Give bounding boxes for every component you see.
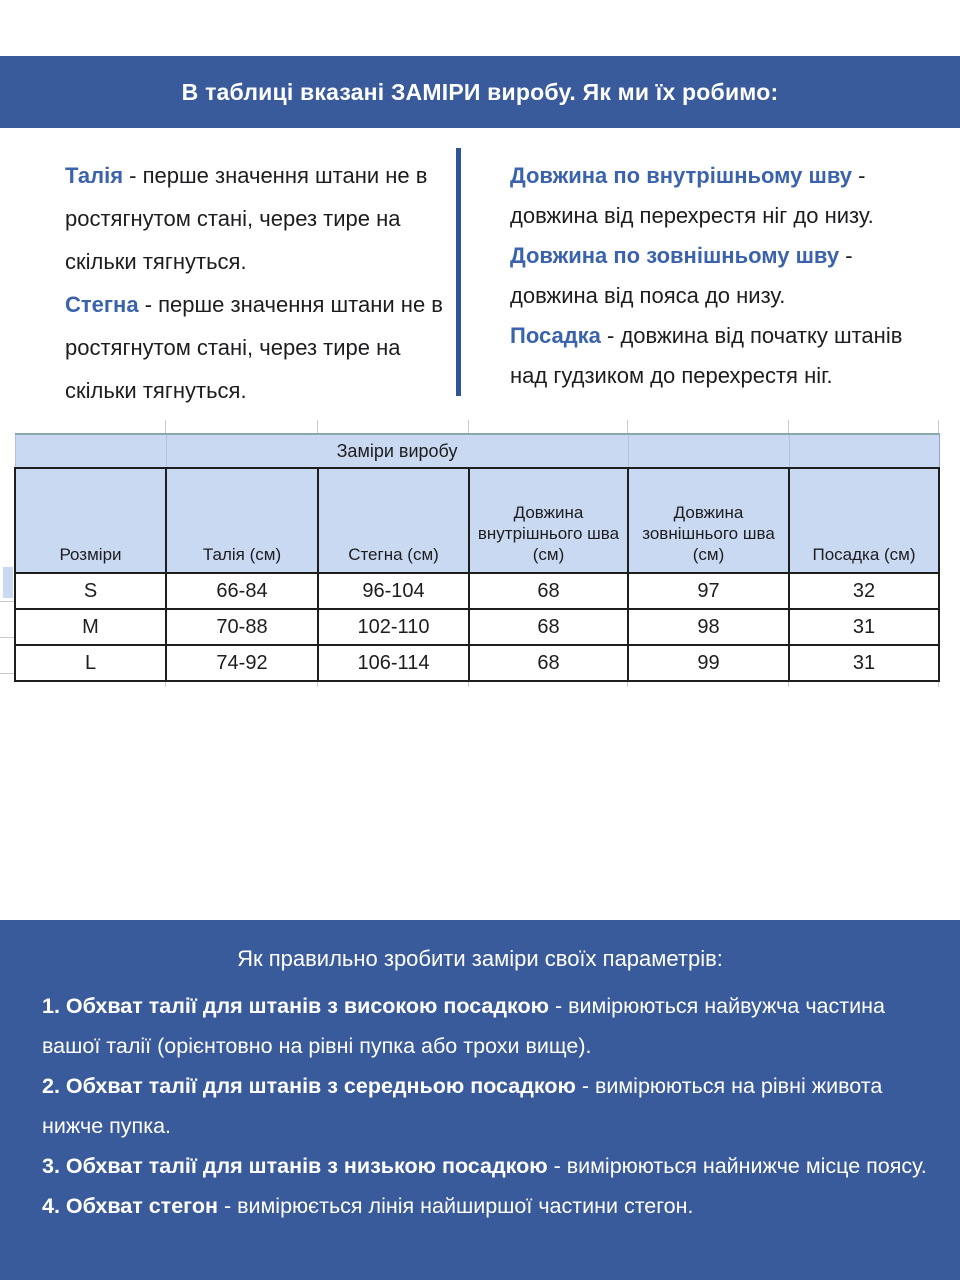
size-table: [14, 433, 940, 682]
instructions-list: [42, 986, 932, 1226]
size-cell: 32: [789, 573, 939, 609]
size-cell: 31: [789, 609, 939, 645]
size-cell: 97: [628, 573, 789, 609]
definition-text: - перше значення штани не в ростягнутом стані, через тире на скільки тягнуться.: [65, 163, 428, 274]
instruction-text: - вимірюються найвужча частина вашої талії (орієнтовно на рівні пупка або трохи вище).: [42, 994, 885, 1058]
definitions-section: [0, 146, 960, 406]
definition-text: - перше значення штани не в ростягнутом стані, через тире на скільки тягнуться.: [65, 292, 443, 403]
size-cell: 68: [469, 609, 628, 645]
band-cell-empty: [628, 434, 789, 468]
instruction-lead: 3. Обхват талії для штанів з низькою посадкою: [42, 1154, 548, 1178]
definitions-right-column: [510, 156, 942, 396]
title-banner: [0, 56, 960, 128]
table-row-m: [15, 609, 939, 645]
gridline-tick: [0, 673, 14, 674]
column-header-outer-seam: Довжина зовнішнього шва (см): [628, 468, 789, 573]
gridline-tick: [468, 420, 469, 433]
page-title: В таблиці вказані ЗАМІРИ виробу. Як ми їх робимо:: [181, 78, 779, 105]
gridline-tick: [317, 420, 318, 433]
column-header-inner-seam: Довжина внутрішнього шва (см): [469, 468, 628, 573]
column-header-waist: Талія (см): [166, 468, 318, 573]
gridline-tick: [0, 637, 14, 638]
band-cell-empty: [789, 434, 939, 468]
definition-term: Довжина по внутрішньому шву: [510, 163, 853, 188]
definition-inner-seam: [510, 156, 942, 236]
column-header-sizes: Розміри: [15, 468, 166, 573]
definition-text: - довжина від початку штанів над гудзиком до перехрестя ніг.: [510, 323, 903, 388]
instruction-text: - вимірюються найнижче місце поясу.: [547, 1154, 927, 1178]
size-cell: 68: [469, 573, 628, 609]
size-cell: 106-114: [318, 645, 469, 681]
definition-term: Довжина по зовнішньому шву: [510, 243, 840, 268]
instruction-lead: 4. Обхват стегон: [42, 1194, 218, 1218]
definitions-left-column: [65, 154, 443, 412]
band-cell-empty: [15, 434, 166, 468]
size-cell: 99: [628, 645, 789, 681]
instructions-heading: Як правильно зробити заміри своїх параметрів:: [237, 946, 723, 971]
size-cell: L: [15, 645, 166, 681]
definition-stegna: [65, 283, 443, 412]
definition-text: - довжина від перехрестя ніг до низу.: [510, 163, 874, 228]
size-cell: 68: [469, 645, 628, 681]
gridline-tick: [0, 601, 14, 602]
definition-term: Посадка: [510, 323, 601, 348]
row-selection-artifact: [3, 567, 13, 598]
definition-text: - довжина від пояса до низу.: [510, 243, 853, 308]
gridline-tick: [938, 420, 939, 433]
instruction-item-1: [42, 986, 932, 1066]
table-row-s: [15, 573, 939, 609]
definition-outer-seam: [510, 236, 942, 316]
definition-term: Талія: [65, 163, 124, 188]
column-header-hips: Стегна (см): [318, 468, 469, 573]
instruction-item-4: [42, 1186, 932, 1226]
table-row-l: [15, 645, 939, 681]
table-band-title: Заміри виробу: [166, 434, 628, 468]
instruction-text: - вимірюються на рівні живота нижче пупка.: [42, 1074, 883, 1138]
size-cell: 66-84: [166, 573, 318, 609]
instruction-lead: 1. Обхват талії для штанів з високою посадкою: [42, 994, 550, 1018]
instruction-lead: 2. Обхват талії для штанів з середньою посадкою: [42, 1074, 576, 1098]
instruction-text: - вимірюється лінія найширшої частини стегон.: [217, 1194, 694, 1218]
instruction-item-3: [42, 1146, 932, 1186]
definition-talia: [65, 154, 443, 283]
size-cell: 98: [628, 609, 789, 645]
instructions-section: [0, 920, 960, 1280]
size-cell: 74-92: [166, 645, 318, 681]
gridline-tick: [788, 420, 789, 433]
size-cell: M: [15, 609, 166, 645]
gridline-tick: [165, 420, 166, 433]
definition-posadka: [510, 316, 942, 396]
table-header-row: [15, 468, 939, 573]
vertical-divider: [456, 148, 461, 396]
column-header-rise: Посадка (см): [789, 468, 939, 573]
definition-term: Стегна: [65, 292, 139, 317]
size-cell: 70-88: [166, 609, 318, 645]
instruction-item-2: [42, 1066, 932, 1146]
size-cell: 31: [789, 645, 939, 681]
table-band-row: [15, 434, 939, 468]
gridline-tick: [627, 420, 628, 433]
size-cell: S: [15, 573, 166, 609]
size-cell: 96-104: [318, 573, 469, 609]
size-cell: 102-110: [318, 609, 469, 645]
